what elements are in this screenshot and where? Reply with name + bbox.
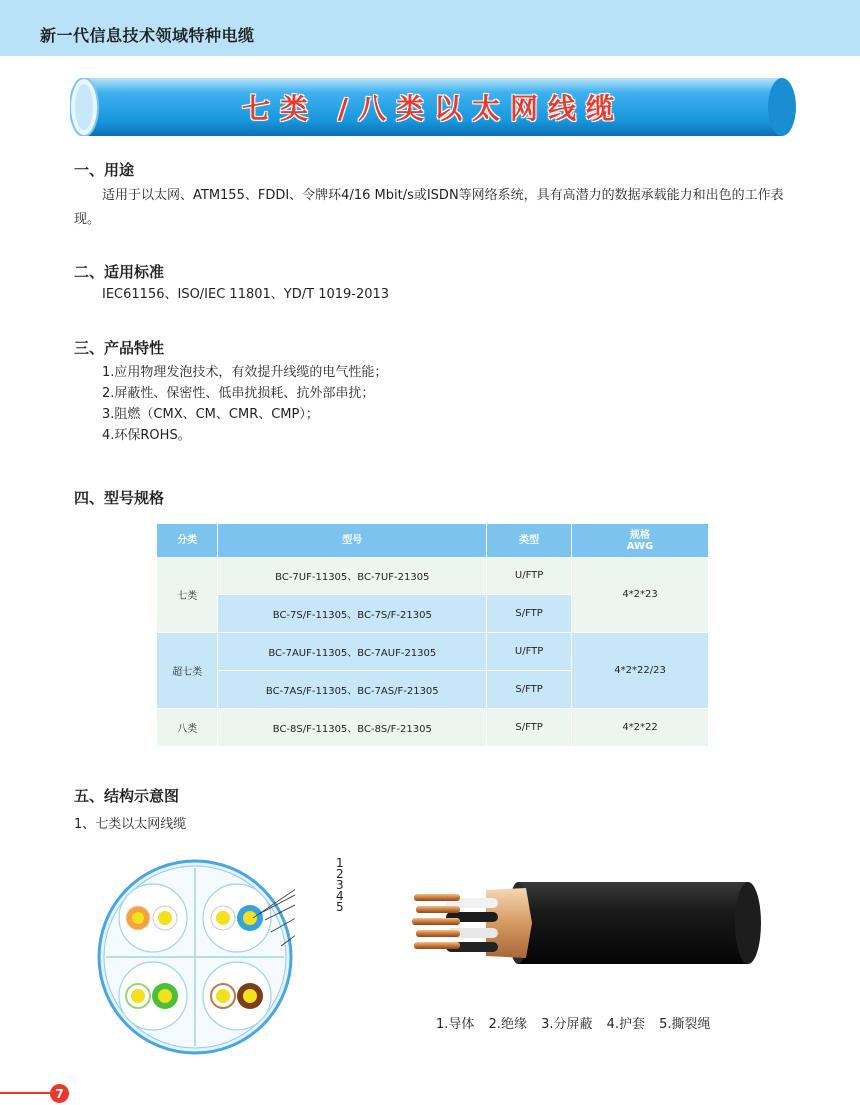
standards-heading: 二、适用标准: [74, 263, 165, 281]
pair-top-left: [119, 884, 187, 952]
spec-cell: 4*2*22: [572, 709, 709, 747]
pair-bottom-left: [119, 962, 187, 1030]
feature-item: 3.阻燃（CMX、CM、CMR、CMP）；: [102, 407, 319, 422]
leader-number: 3: [336, 878, 344, 892]
table-row: [157, 557, 709, 595]
col-category: 分类: [157, 524, 218, 557]
leader-numbers: [336, 858, 344, 913]
type-cell: U/FTP: [487, 557, 572, 595]
cable-cross-section-diagram: [95, 848, 295, 1066]
col-type: 类型: [487, 524, 572, 557]
leader-number: 5: [336, 900, 344, 914]
col-spec: [572, 524, 709, 557]
model-cell: BC-7AUF-11305、BC-7AUF-21305: [218, 633, 487, 671]
type-cell: S/FTP: [487, 595, 572, 633]
feature-item: 1.应用物理发泡技术，有效提升线缆的电气性能；: [102, 365, 388, 380]
table-header-row: [157, 524, 709, 557]
usage-text: 适用于以太网、ATM155、FDDI、令牌环4/16 Mbit/s或ISDN等网络系统，具有高潜力的数据承载能力和出色的工作表现。: [74, 188, 784, 227]
model-cell: BC-8S/F-11305、BC-8S/F-21305: [218, 709, 487, 747]
standards-text: IEC61156、ISO/IEC 11801、YD/T 1019-2013: [102, 287, 390, 302]
usage-heading: 一、用途: [74, 161, 135, 179]
model-cell: BC-7UF-11305、BC-7UF-21305: [218, 557, 487, 595]
feature-item: 2.屏蔽性、保密性、低串扰损耗、抗外部串扰；: [102, 386, 375, 401]
pair-top-right: [203, 884, 271, 952]
model-cell: BC-7AS/F-11305、BC-7AS/F-21305: [218, 671, 487, 709]
feature-item: 4.环保ROHS。: [102, 428, 191, 443]
page-number-line: [0, 1092, 52, 1094]
structure-caption: 1.导体 2.绝缘 3.分屏蔽 4.护套 5.撕裂绳: [436, 1017, 711, 1032]
spec-cell: 4*2*23: [572, 557, 709, 633]
leader-number: 2: [336, 867, 344, 881]
structure-heading: 五、结构示意图: [74, 787, 180, 805]
category-cell: 七类: [157, 557, 218, 633]
table-row: [157, 709, 709, 747]
header-band: [0, 0, 860, 56]
leader-number: 1: [336, 856, 344, 870]
structure-subheading: 1、七类以太网线缆: [74, 817, 187, 832]
type-cell: S/FTP: [487, 671, 572, 709]
type-cell: S/FTP: [487, 709, 572, 747]
pair-bottom-right: [203, 962, 271, 1030]
spec-cell: 4*2*22/23: [572, 633, 709, 709]
cable-side-illustration: [408, 868, 778, 978]
col-spec-unit: AWG: [626, 540, 654, 552]
specs-heading: 四、型号规格: [74, 489, 165, 507]
category-cell: 超七类: [157, 633, 218, 709]
col-spec-label: 规格: [630, 529, 651, 541]
features-heading: 三、产品特性: [74, 339, 165, 357]
leader-number: 4: [336, 889, 344, 903]
model-cell: BC-7S/F-11305、BC-7S/F-21305: [218, 595, 487, 633]
category-cell: 八类: [157, 709, 218, 747]
header-category: 新一代信息技术领域特种电缆: [40, 26, 255, 45]
spec-table: [157, 524, 709, 747]
type-cell: U/FTP: [487, 633, 572, 671]
page-title: 七类 /八类以太网线缆: [242, 92, 624, 125]
page-number: 7: [50, 1084, 69, 1103]
features-list: [102, 362, 387, 446]
col-model: 型号: [218, 524, 487, 557]
table-row: [157, 633, 709, 671]
